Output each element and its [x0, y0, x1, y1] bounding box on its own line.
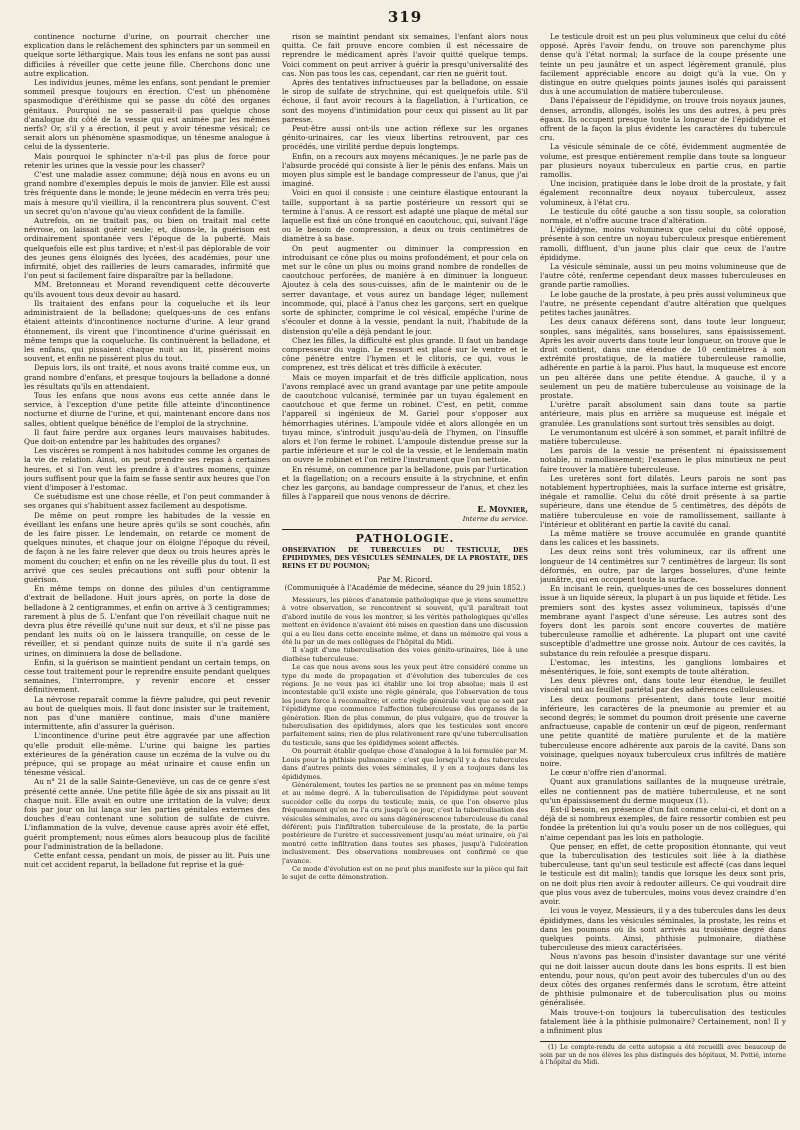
paragraph: En incisant le rein, quelques-unes de ces bosselures donnent issue à un liquide séreux, la plupart à un pus liquide et fétide. Les premiers sont des kystes assez volumineux, tapissés d'une membrane ayant l'aspect d'une séreuse. Les autres sont des foyers dont les parois sont encore couvertes de matière tuberculeuse ramollie et adhérente. La plupart ont une cavité susceptible d'admettre une grosse noix. Autour de ces cavités, la substance du rein refoulée a presque disparu. — [540, 584, 786, 658]
column-2-body — [282, 32, 528, 501]
paragraph: Voici en quoi il consiste : une ceinture élastique entourant la taille, supportant à sa partie postérieure un ressort qui se termine à l'anus. A ce ressort est adapté une plaque de métal sur laquelle est fixé un cône tronqué en caoutchouc, qui, suivant l'âge ou le besoin de compression, a deux ou trois centimètres de diamètre à sa base. — [282, 188, 528, 244]
paragraph: Est-il besoin, en présence d'un fait comme celui-ci, et dont on a déjà de si nombreux exemples, de faire ressortir combien est peu fondée la prétention lui qu'a voulu poser un de nos collègues, qui n'aime cependant pas les lois en pathologie. — [540, 805, 786, 842]
paragraph: C'est une maladie assez commune; déjà nous en avons eu un grand nombre d'exemples depuis le mois de janvier. Elle est aussi très fréquente dans le monde; le jeune médecin en verra très peu; mais à mesure qu'il vieillira, il la rencontrera plus souvent. C'est un secret qu'on n'avoue qu'au vieux confident de la famille. — [24, 170, 270, 216]
paragraph: L'incontinence d'urine peut être aggravée par une affection qu'elle produit elle-même. L'urine qui baigne les parties extérieures de la génération cause un eczéma de la vulve ou du prépuce, qui se propage au méat urinaire et cause enfin un ténesme vésical. — [24, 731, 270, 778]
paragraph: L'estomac, les intestins, les ganglions lombaires et mésentériques, le foie, sont exempts de toute altération. — [540, 657, 786, 677]
article-author: Par M. Ricord. — [377, 574, 433, 584]
paragraph: MM. Bretonneau et Morand revendiquent cette découverte qu'ils avouent tous deux devoir au hasard. — [24, 280, 270, 299]
section-title: PATHOLOGIE. — [355, 531, 455, 545]
paragraph: Le verumontanum est ulcéré à son sommet, et paraît infiltré de matière tuberculeuse. — [540, 427, 786, 446]
paragraph: Mais pourquoi le sphincter n'a-t-il pas plus de force pour retenir les urines que la vessie pour les chasser? — [24, 151, 270, 170]
paragraph: rison se maintint pendant six semaines, l'enfant alors nous quitta. Ce fait prouve encore combien il est nécessaire de reprendre le médicament après l'avoir quitté quelque temps. Voici comment on peut arriver à guérir la presqu'universalité des cas. Non pas tous les cas, cependant, car rien ne guérit tout. — [282, 32, 528, 78]
column-2 — [282, 32, 528, 1122]
signature-role: Interne du service. — [462, 514, 528, 523]
paragraph: Le testicule droit est un peu plus volumineux que celui du côté opposé. Après l'avoir fendu, on trouve son parenchyme plus dense qu'à l'état normal; la surface de la coupe présente une teinte un peu jaunâtre et un aspect légèrement granulé, plus facilement appréciable encore au doigt qu'à la vue. On y distingue en outre quelques points jaunes isolés qui paraissent dus à une accumulation de matière tuberculeuse. — [540, 32, 786, 97]
paragraph: Autrefois, on ne traitait pas, ou bien on traitait mal cette névrose, on laissait guérir seule; et, disons-le, la guérison est ordinairement spontanée vers l'époque de la puberté. Mais quelquefois elle est plus tardive; et n'est-il pas déplorable de voir des jeunes gens éloignés des lycées, des académies, pour une infirmité, objet des railleries de leurs camarades, infirmité que l'on peut si facilement faire disparaître par la belladone. — [24, 216, 270, 281]
paragraph: Enfin, on a recours aux moyens mécaniques. Je ne parle pas de l'absurde procédé qui consiste à lier le pénis des enfans. Mais un moyen plus simple est le bandage compresseur de l'anus, que j'ai imaginé. — [282, 151, 528, 189]
paragraph: Les individus jeunes, même les enfans, sont pendant le premier sommeil presque toujours en érection. C'est un phénomène spasmodique d'éréthisme qui se passe du côté des organes génitaux. Pourquoi ne se passerait-il pas quelque chose d'analogue du côté de la vessie qui est animée par les mêmes nerfs? Or, s'il y a érection, il peut y avoir ténesme vésical; ce serait alors un phénomène spasmodique, un ténesme analogue à celui de la dyssenterie. — [24, 78, 270, 152]
paragraph: Généralement, toutes les parties ne se prennent pas en même temps et au même degré. A la tuberculisation de l'épididyme peut souvent succéder celle du corps du testicule; mais, ce que l'on observe plus fréquemment qu'on ne l'a cru jusqu'à ce jour, c'est la tuberculisation des vésicules séminales, avec ou sans dégénérescence tuberculeuse du canal déférent; puis l'infiltration tuberculeuse de la prostate, de la partie postérieure de l'urètre et successivement jusqu'au méat urinaire, où j'ai montré cette infiltration dans toutes ses phases, jusqu'à l'ulcération inclusivement. Des observations nombreuses ont confirmé ce que j'avance. — [282, 780, 528, 865]
paragraph: Les deux canaux déférens sont, dans toute leur longueur, souples, sans inégalités, sans bosselures, sans épaississement. Après les avoir ouverts dans toute leur longueur, on trouve que le droit contient, dans une étendue de 10 centimètres à son extrémité prostatique, de la matière tuberculeuse ramollie, adhérente en partie à la paroi. Plus haut, la muqueuse est encore un peu altérée dans une petite étendue. A gauche, il y a seulement un peu de matière tuberculeuse au voisinage de la prostate. — [540, 317, 786, 400]
paragraph: Tous les enfans que nous avons eus cette année dans le service, à l'exception d'une petite fille atteinte d'incontinence nocturne et diurne de l'urine, et qui, maintenant encore dans nos salles, obtient quelque bénéfice de l'emploi de la strychnine. — [24, 390, 270, 428]
paragraph: Il s'agit d'une tuberculisation des voies génito-urinaires, liée à une diathèse tuberculeuse. — [282, 646, 528, 663]
paragraph: La vésicule séminale, aussi un peu moins volumineuse que de l'autre côté, renferme cependant deux masses tuberculeuses en grande partie ramollies. — [540, 262, 786, 290]
paragraph: Le testicule du côté gauche a son tissu souple, sa coloration normale, et n'offre aucune trace d'altération. — [540, 206, 786, 226]
paragraph: Quant aux granulations saillantes de la muqueuse urétrale, elles ne contiennent pas de matière tuberculeuse, et ne sont qu'un épaississement du derme muqueux (1). — [540, 777, 786, 805]
paragraph: Le lobe gauche de la prostate, à peu près aussi volumineux que l'autre, ne présente cependant d'autre altération que quelques petites taches jaunâtres. — [540, 289, 786, 318]
article-communication: (Communiquée à l'Académie de médecine, séance du 29 juin 1852.) — [284, 583, 526, 592]
paragraph: On pourrait établir quelque chose d'analogue à la loi formulée par M. Louis pour la phthisie pulmonaire : c'est que lorsqu'il y a des tubercules dans d'autres points des voies séminales, il y en a toujours dans les épididymes. — [282, 747, 528, 781]
paragraph: Messieurs, les pièces d'anatomie pathologique que je viens soumettre à votre observation, se rencontrent si souvent, qu'il paraîtrait tout d'abord inutile de vous les montrer, si les vérités pathologiques qu'elles mettent en évidence n'avaient été mises en question dans une discussion qui a eu lieu dans cette enceinte même, et dans un mémoire qui vous a été lu par un de mes collègues de l'hôpital du Midi. — [282, 595, 528, 647]
paragraph: Les deux reins sont très volumineux, car ils offrent une longueur de 14 centimètres sur 7 centimètres de largeur. Ils sont déformés, en outre, par de larges bosselures, d'une teinte jaunâtre, qui en occupent toute la surface. — [540, 547, 786, 584]
paragraph: Ils traitaient des enfans pour la coqueluche et ils leur administraient de la belladone; quelques-uns de ces enfans étaient atteints d'incontinence nocturne d'urine. A leur grand étonnement, ils virent que l'incontinence d'urine guérissait en même temps que la coqueluche. Ils continuèrent la belladone, et les enfans, qui pissaient chaque nuit au lit, pissèrent moins souvent, et enfin ne pissèrent plus du tout. — [24, 298, 270, 364]
section-rule — [282, 529, 528, 530]
paragraph: En même temps on donne des pilules d'un centigramme d'extrait de belladone. Huit jours après, on porte la dose de belladone à 2 centigrammes, et enfin on arrive à 3 centigrammes; rarement à plus de 5. L'enfant que l'on réveillait chaque nuit ne devra plus être réveillé qu'une nuit sur deux, et s'il ne pisse pas pendant les nuits où on le laissera tranquille, on cesse de le réveiller, et si pendant quinze nuits de suite il n'a gardé ses urines, on diminuera la dose de belladone. — [24, 584, 270, 658]
paragraph: Enfin, si la guérison se maintient pendant un certain temps, on cesse tout traitement pour le reprendre ensuite pendant quelques semaines, l'interrompre, y revenir encore et cesser définitivement. — [24, 657, 270, 695]
article-body — [282, 596, 528, 882]
paragraph: On peut augmenter ou diminuer la compression en introduisant ce cône plus ou moins profondément, et pour cela on met sur le cône un plus ou moins grand nombre de rondelles de caoutchouc perforées, de manière à en diminuer la longueur. Ajoutez à cela des sous-cuisses, afin de le maintenir ou de le serrer davantage, et vous aurez un bandage léger, nullement incommode, qui, placé à l'anus chez les garçons, sert en quelque sorte de sphincter, comprime le col vésical, empêche l'urine de s'écouler et donne à la vessie, pendant la nuit, l'habitude de la distension qu'elle a déjà pendant le jour. — [282, 243, 528, 336]
paragraph: La même matière se trouve accumulée en grande quantité dans les calices et les bassinets. — [540, 528, 786, 548]
paragraph: Mais trouve-t-on toujours la tuberculisation des testicules fatalement liée à la phthisie pulmonaire? Certainement, non! Il y a infiniment plus — [540, 1007, 786, 1035]
paragraph: Depuis lors, ils ont traité, et nous avons traité comme eux, un grand nombre d'enfans, et presque toujours la belladone a donné les résultats qu'ils en attendaient. — [24, 363, 270, 391]
column-1 — [24, 32, 270, 1122]
footnote — [540, 1041, 786, 1067]
paragraph: Nous n'avons pas besoin d'insister davantage sur une vérité qui ne doit laisser aucun doute dans les bons esprits. Il est bien entendu, pour nous, qu'on peut avoir des tubercules d'un ou des deux côtés des organes renfermés dans le scrotum, être atteint de phthisie pulmonaire et de tuberculisation plus ou moins généralisée. — [540, 952, 786, 1008]
paragraph: Les parois de la vessie ne présentent ni épaississement notable, ni ramollissement; l'examen le plus minutieux ne peut faire trouver la matière tuberculeuse. — [540, 446, 786, 474]
paragraph: Une incision, pratiquée dans le lobe droit de la prostate, y fait également reconnaître deux noyaux tuberculeux, assez volumineux, à l'état cru. — [540, 179, 786, 207]
paragraph: De même on peut rompre les habitudes de la vessie en éveillant les enfans une heure après qu'ils se sont couchés, afin de les faire pisser. Le lendemain, on retarde ce moment de quelques minutes, et chaque jour on éloigne l'époque du réveil, de façon à ne les faire relever que deux ou trois heures après le moment du coucher; et enfin on ne les réveille plus du tout. Il est arrivé que ces seules précautions ont suffi pour obtenir la guérison. — [24, 510, 270, 584]
signature-name: E. Moynier, — [477, 504, 528, 515]
paragraph: Il faut faire perdre aux organes leurs mauvaises habitudes. Que doit-on entendre par les habitudes des organes? — [24, 427, 270, 446]
paragraph: Dans l'épaisseur de l'épididyme, on trouve trois noyaux jaunes, denses, arrondis, allongés, isolés les uns des autres, à peu près égaux. Ils occupent presque toute la longueur de l'épididyme et offrent de la façon la plus évidente les caractères du tubercule cru. — [540, 96, 786, 143]
paragraph: L'urètre paraît absolument sain dans toute sa partie antérieure, mais plus en arrière sa muqueuse est inégale et granulée. Les granulations sont surtout très sensibles au doigt. — [540, 400, 786, 428]
paragraph: Les deux poumons présentent, dans toute leur moitié inférieure, les caractères de la pneumonie au premier et au second degrés; le sommet du poumon droit présente une caverne anfractueuse, capable de contenir un œuf de pigeon, renfermant une petite quantité de matière purulente et de la matière tuberculeuse encore adhérente aux parois de la cavité. Dans son voisinage, quelques noyaux tuberculeux crus infiltrés de matière noire. — [540, 694, 786, 769]
paragraph: L'épididyme, moins volumineux que celui du côté opposé, présente à son centre un noyau tuberculeux presque entièrement ramolli, diffluent, d'un jaune plus clair que ceux de l'autre épididyme. — [540, 225, 786, 262]
paragraph: La névrose reparaît comme la fièvre paludre, qui peut revenir au bout de quelques mois. Il faut donc insister sur le traitement, non pas d'une manière continue, mais d'une manière intermittente, afin d'assurer la guérison. — [24, 694, 270, 732]
paragraph: Mais ce moyen imparfait et de très difficile application, nous l'avons remplacé avec un grand avantage par une petite ampoule de caoutchouc vulcanisé, terminée par un tuyau également en caoutchouc et que ferme un robinet. C'est, en petit, comme l'appareil si ingénieux de M. Gariel pour s'opposer aux hémorrhagies utérines. L'ampoule vidée et alors allongée en un tuyau mince, s'introduit jusqu'au-delà de l'hymen, on l'insuffle alors et l'on ferme le robinet. L'ampoule distendue presse sur la partie inférieure et sur le col de la vessie, et le lendemain matin on ouvre le robinet et l'on retire l'instrument que l'on nettoie. — [282, 372, 528, 465]
columns — [24, 32, 786, 1122]
paragraph: La vésicule séminale de ce côté, évidemment augmentée de volume, est presque entièrement remplie dans toute sa longueur par plusieurs noyaux tuberculeux en partie crus, en partie ramollis. — [540, 142, 786, 180]
paragraph: Que penser, en effet, de cette proposition étonnante, qui veut que la tuberculisation des testicules soit liée à la diathèse tuberculeuse, tant qu'un seul testicule est affecté (cas dans lequel le testicule est dit malin); tandis que lorsque les deux sont pris, on ne doit plus rien avoir à redouter ailleurs. Ce qui voudrait dire que plus vous avez de tubercules, moins vous devez craindre d'en avoir. — [540, 841, 786, 907]
paragraph: Ce suétudisme est une chose réelle, et l'on peut commander à ses organes qui s'habituent assez facilement au despotisme. — [24, 492, 270, 511]
column-3 — [540, 32, 786, 1122]
paragraph: Les deux plèvres ont, dans toute leur étendue, le feuillet viscéral uni au feuillet pariétal par des adhérences celluleuses. — [540, 676, 786, 695]
paragraph: Les uretères sont fort dilatés. Leurs parois ne sont pas notablement hypertrophiées, mais la surface interne est grisâtre, inégale et ramollie. Celui du côté droit présente à sa partie supérieure, dans une étendue de 5 centimètres, des dépôts de matière tuberculeuse en voie de ramollissement, saillante à l'intérieur et oblitérant en partie la cavité du canal. — [540, 473, 786, 529]
footnote-text: (1) Le compte-rendu de cette autopsie a été recueilli avec beaucoup de soin par un de nos élèves les plus distingués des hôpitaux, M. Pottié, interne à l'hôpital du Midi. — [540, 1044, 786, 1067]
paragraph: Le cas que nous avons sous les yeux peut être considéré comme un type du mode de propagation et d'évolution des tubercules de ces régions. Je ne veux pas ici établir une loi trop absolue; mais il est incontestable qu'il existe une règle générale, que l'observation de tous les jours force à reconnaître; et cette règle générale veut que ce soit par l'épididyme que commence l'affection tuberculeuse des organes de la génération. Rien de plus commun, de plus vulgaire, que de trouver la tuberculisation des épididymes, alors que les testicules sont encore parfaitement sains; rien de plus relativement rare qu'une tuberculisation du testicule, sans que les épididymes soient affectés. — [282, 663, 528, 747]
paragraph: Au n° 21 de la salle Sainte-Geneviève, un cas de ce genre s'est présenté cette année. Une petite fille âgée de six ans pissait au lit chaque nuit. Elle avait en outre une irritation de la vulve; deux fois par jour on lui lança sur les parties génitales externes des douches d'eau contenant une solution de sulfate de cuivre. L'inflammation de la vulve, devenue cause après avoir été effet, guérit promptement; nous eûmes alors beaucoup plus de facilité pour l'administration de la belladone. — [24, 777, 270, 851]
article-title: OBSERVATION DE TUBERCULES DU TESTICULE, DES ÉPIDIDYMES, DES VÉSICULES SÉMINALES, DE LA PROSTATE, DES REINS ET DU POUMON; — [282, 545, 528, 571]
column-3-body — [540, 32, 786, 1035]
paragraph: En résumé, on commence par la belladone, puis par l'urtication et la flagellation; on a recours ensuite à la strychnine, et enfin chez les garçons, au bandage compresseur de l'anus, et chez les filles à l'appareil que nous venons de décrire. — [282, 464, 528, 502]
paragraph: Chez les filles, la difficulté est plus grande. Il faut un bandage compresseur du vagin. Le ressort est placé sur le ventre et le cône pénètre entre l'hymen et le clitoris, ce qui, vous le comprenez, est très délicat et très difficile à exécuter. — [282, 335, 528, 373]
paragraph: Cette enfant cessa, pendant un mois, de pisser au lit. Puis une nuit cet accident reparut, la belladone fut reprise et la gué- — [24, 851, 270, 870]
signature — [282, 505, 528, 523]
paragraph: Ce mode d'évolution est on ne peut plus manifeste sur la pièce qui fait le sujet de cette démonstration. — [282, 864, 528, 882]
paragraph: continence nocturne d'urine, on pourrait chercher une explication dans le relâchement des sphincters par un sommeil en quelque sorte léthargique. Mais tous les enfans ne sont pas aussi difficiles à réveiller que cette jeune fille. Cherchons donc une autre explication. — [24, 32, 270, 78]
paragraph: Ici vous le voyez, Messieurs, il y a des tubercules dans les deux épididymes, dans les vésicules séminales, la prostate, les reins et dans les poumons où ils sont arrivés au troisième degré dans quelques points. Ainsi, phthisie pulmonaire, diathèse tuberculeuse des mieux caractérisées. — [540, 906, 786, 953]
page-number: 319 — [387, 8, 423, 26]
paragraph: Les viscères se rompent à nos habitudes comme les organes de la vie de relation. Ainsi, on peut prendre ses repas à certaines heures, et si l'on veut les prendre à d'autres momens, quinze jours suffisent pour que la faim se fasse sentir aux heures que l'on vient d'imposer à l'estomac. — [24, 446, 270, 492]
paragraph: Après des tentatives infructueuses par la belladone, on essaie le sirop de sulfate de strychnine, qui est quelquefois utile. S'il échoue, il faut avoir recours à la flagellation, à l'urtication, ce sont des moyens d'intimidation pour ceux qui pissent au lit par paresse. — [282, 78, 528, 124]
paragraph: Le cœur n'offre rien d'anormal. — [550, 768, 667, 778]
paragraph: Peut-être aussi ont-ils une action réflexe sur les organes génito-urinaires, car les vieux libertins retrouvent, par ces procédés, une virilité perdue depuis longtemps. — [282, 124, 528, 152]
